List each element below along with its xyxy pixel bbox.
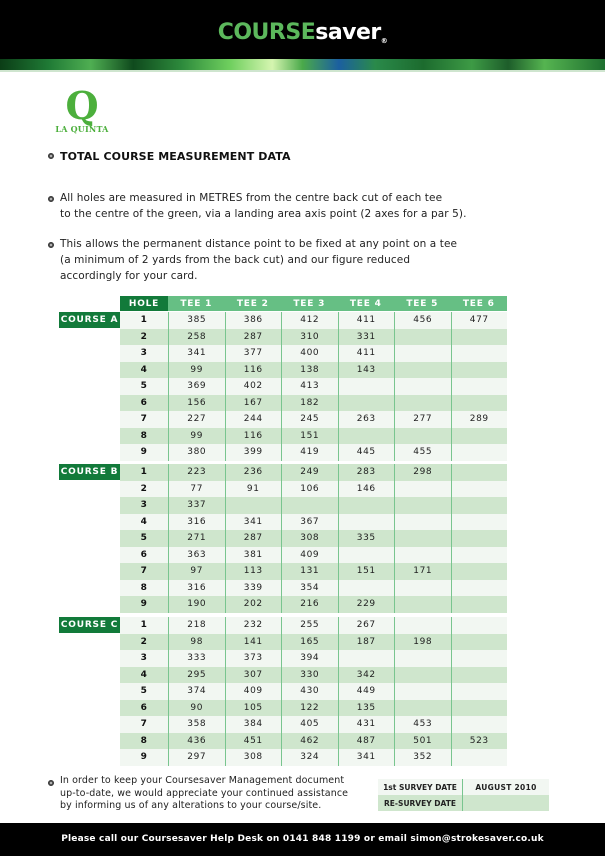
column-header-tee-2: TEE 2 [225, 296, 282, 311]
tee-distance-cell: 455 [394, 444, 451, 461]
tee-distance-cell: 402 [225, 378, 282, 395]
resurvey-label: RE-SURVEY DATE [378, 795, 463, 811]
hole-number: 6 [140, 702, 148, 713]
table-row [120, 667, 507, 684]
table-row [120, 411, 507, 428]
tee-distance-cell: 409 [225, 683, 282, 700]
hole-number: 9 [140, 599, 148, 610]
table-row [120, 329, 507, 346]
tee-distance-cell [394, 345, 451, 362]
hole-number: 8 [140, 735, 148, 746]
tee-distance-cell: 113 [225, 563, 282, 580]
tee-distance-cell: 339 [225, 580, 282, 597]
hole-number: 8 [140, 430, 148, 441]
tee-distance-cell: 287 [225, 530, 282, 547]
hole-number: 6 [140, 397, 148, 408]
tee-distance-cell [451, 716, 508, 733]
tee-distance-cell [394, 481, 451, 498]
tee-distance-cell: 143 [338, 362, 395, 379]
hole-number: 4 [140, 669, 148, 680]
resurvey-value [463, 795, 549, 811]
tee-distance-cell [338, 395, 395, 412]
tee-distance-cell [451, 700, 508, 717]
first-survey-label: 1st SURVEY DATE [378, 779, 463, 795]
tee-distance-cell: 449 [338, 683, 395, 700]
tee-distance-cell: 190 [168, 596, 225, 613]
course-label-a: COURSE A [59, 312, 120, 328]
paragraph-line: All holes are measured in METRES from the centre back cut of each tee [60, 192, 443, 204]
column-header-tee-5: TEE 5 [394, 296, 451, 311]
tee-distance-cell [451, 667, 508, 684]
tee-distance-cell [451, 395, 508, 412]
table-row [120, 444, 507, 461]
tee-distance-cell [225, 497, 282, 514]
hole-number: 4 [140, 364, 148, 375]
column-header-hole: HOLE [120, 296, 168, 311]
tee-distance-cell: 98 [168, 634, 225, 651]
tee-distance-cell: 358 [168, 716, 225, 733]
tee-distance-cell: 380 [168, 444, 225, 461]
table-row [120, 617, 507, 634]
tee-distance-cell [338, 650, 395, 667]
tee-distance-cell: 367 [281, 514, 338, 531]
tee-distance-cell: 363 [168, 547, 225, 564]
tee-distance-cell [338, 580, 395, 597]
table-row [120, 733, 507, 750]
tee-distance-cell: 341 [225, 514, 282, 531]
hole-number: 3 [140, 653, 148, 664]
hole-number: 1 [140, 467, 148, 478]
tee-distance-cell [394, 547, 451, 564]
tee-distance-cell [394, 530, 451, 547]
tee-distance-cell: 295 [168, 667, 225, 684]
paragraph-line: to the centre of the green, via a landing area axis point (2 axes for a par 5). [60, 208, 467, 220]
tee-distance-cell: 298 [394, 464, 451, 481]
tee-distance-cell [451, 547, 508, 564]
client-name: LA QUINTA [55, 124, 109, 134]
table-row [120, 700, 507, 717]
table-row [120, 514, 507, 531]
tee-distance-cell [394, 497, 451, 514]
table-row [120, 362, 507, 379]
hole-number: 1 [140, 315, 148, 326]
tee-distance-cell: 400 [281, 345, 338, 362]
logo-course-text: COURSE [217, 20, 316, 45]
column-header-tee-1: TEE 1 [168, 296, 225, 311]
tee-distance-cell: 394 [281, 650, 338, 667]
tee-distance-cell [451, 650, 508, 667]
tee-distance-cell: 431 [338, 716, 395, 733]
tee-distance-cell: 167 [225, 395, 282, 412]
tee-distance-cell: 187 [338, 634, 395, 651]
table-row [120, 428, 507, 445]
tee-distance-cell: 354 [281, 580, 338, 597]
tee-distance-cell [451, 345, 508, 362]
measurement-paragraph [60, 190, 467, 222]
table-row [120, 634, 507, 651]
tee-distance-cell: 99 [168, 362, 225, 379]
note-line: by informing us of any alterations to your course/site. [60, 800, 322, 811]
hole-number: 2 [140, 636, 148, 647]
hole-number: 3 [140, 500, 148, 511]
tee-distance-cell [338, 378, 395, 395]
tee-distance-cell: 373 [225, 650, 282, 667]
tee-distance-cell: 377 [225, 345, 282, 362]
tee-distance-cell: 342 [338, 667, 395, 684]
footer-contact: Please call our Coursesaver Help Desk on 0141 848 1199 or email simon@strokesaver.co.uk [0, 823, 605, 856]
hole-number: 5 [140, 533, 148, 544]
tee-distance-cell: 227 [168, 411, 225, 428]
tee-distance-cell: 419 [281, 444, 338, 461]
tee-distance-cell [451, 362, 508, 379]
tee-distance-cell: 399 [225, 444, 282, 461]
tee-distance-cell: 341 [168, 345, 225, 362]
header-banner [0, 0, 605, 70]
tee-distance-cell: 146 [338, 481, 395, 498]
hole-number: 4 [140, 516, 148, 527]
tee-distance-cell: 331 [338, 329, 395, 346]
tee-distance-cell: 198 [394, 634, 451, 651]
tee-distance-cell: 105 [225, 700, 282, 717]
tee-distance-cell [394, 650, 451, 667]
table-row [120, 650, 507, 667]
first-survey-row [378, 779, 549, 795]
tee-distance-cell: 409 [281, 547, 338, 564]
tee-distance-cell: 430 [281, 683, 338, 700]
table-row [120, 481, 507, 498]
table-row [120, 345, 507, 362]
tee-distance-cell [451, 464, 508, 481]
tee-distance-cell: 122 [281, 700, 338, 717]
tee-distance-cell: 337 [168, 497, 225, 514]
tee-distance-cell: 297 [168, 749, 225, 766]
tee-distance-cell: 335 [338, 530, 395, 547]
client-logo [54, 83, 110, 134]
tee-distance-cell [394, 596, 451, 613]
survey-dates-table [378, 779, 549, 811]
tee-distance-cell: 385 [168, 312, 225, 329]
banner-image-strip [0, 59, 605, 70]
bullet-icon [48, 780, 54, 786]
hole-number: 7 [140, 719, 148, 730]
table-row [120, 716, 507, 733]
tee-distance-cell: 287 [225, 329, 282, 346]
tee-distance-cell: 324 [281, 749, 338, 766]
tee-distance-cell: 462 [281, 733, 338, 750]
tee-distance-cell: 451 [225, 733, 282, 750]
tee-distance-cell: 352 [394, 749, 451, 766]
hole-number: 2 [140, 331, 148, 342]
tee-distance-cell [451, 617, 508, 634]
tee-distance-cell: 436 [168, 733, 225, 750]
tee-distance-cell: 141 [225, 634, 282, 651]
tee-distance-cell [338, 547, 395, 564]
tee-distance-cell [338, 514, 395, 531]
tee-distance-cell: 156 [168, 395, 225, 412]
table-row [120, 580, 507, 597]
tee-distance-cell: 289 [451, 411, 508, 428]
tee-distance-cell: 316 [168, 580, 225, 597]
table-row [120, 395, 507, 412]
column-header-tee-6: TEE 6 [451, 296, 508, 311]
tee-distance-cell: 216 [281, 596, 338, 613]
tee-distance-cell: 255 [281, 617, 338, 634]
tee-distance-cell: 106 [281, 481, 338, 498]
bullet-icon [48, 242, 54, 248]
tee-distance-cell [394, 428, 451, 445]
column-header-tee-4: TEE 4 [338, 296, 395, 311]
tee-distance-cell [451, 514, 508, 531]
page-title: TOTAL COURSE MEASUREMENT DATA [60, 150, 291, 163]
tee-distance-cell: 381 [225, 547, 282, 564]
tee-distance-cell: 310 [281, 329, 338, 346]
tee-distance-cell [451, 580, 508, 597]
tee-distance-cell: 151 [338, 563, 395, 580]
course-label-c: COURSE C [59, 617, 120, 633]
tee-distance-cell: 97 [168, 563, 225, 580]
tee-distance-cell: 477 [451, 312, 508, 329]
tee-distance-cell: 412 [281, 312, 338, 329]
tee-distance-cell: 411 [338, 345, 395, 362]
tee-distance-cell: 229 [338, 596, 395, 613]
tee-distance-cell [451, 530, 508, 547]
tee-distance-cell: 131 [281, 563, 338, 580]
hole-number: 8 [140, 582, 148, 593]
tee-distance-cell: 99 [168, 428, 225, 445]
tee-distance-cell: 384 [225, 716, 282, 733]
client-logo-mark: Q [65, 83, 99, 128]
tee-distance-cell [451, 596, 508, 613]
tee-distance-cell: 369 [168, 378, 225, 395]
table-row [120, 596, 507, 613]
tee-distance-cell: 386 [225, 312, 282, 329]
course-label-b: COURSE B [59, 464, 120, 480]
tee-distance-cell: 236 [225, 464, 282, 481]
tee-distance-cell: 218 [168, 617, 225, 634]
tee-distance-cell [394, 580, 451, 597]
tee-distance-cell: 182 [281, 395, 338, 412]
tee-distance-cell: 487 [338, 733, 395, 750]
tee-distance-cell [451, 481, 508, 498]
tee-distance-cell: 90 [168, 700, 225, 717]
tee-distance-cell: 165 [281, 634, 338, 651]
tee-distance-cell [451, 378, 508, 395]
tee-distance-cell: 308 [225, 749, 282, 766]
tee-distance-cell [451, 683, 508, 700]
banner-divider [0, 70, 605, 72]
tee-distance-cell: 411 [338, 312, 395, 329]
table-row [120, 547, 507, 564]
tee-distance-cell: 307 [225, 667, 282, 684]
tee-distance-cell [451, 563, 508, 580]
tee-distance-cell: 413 [281, 378, 338, 395]
tee-distance-cell: 138 [281, 362, 338, 379]
tee-distance-cell: 283 [338, 464, 395, 481]
tee-distance-cell: 271 [168, 530, 225, 547]
note-line: In order to keep your Coursesaver Management document [60, 775, 345, 786]
tee-distance-cell [338, 497, 395, 514]
tee-distance-cell: 501 [394, 733, 451, 750]
tee-distance-cell [338, 428, 395, 445]
tee-distance-cell: 249 [281, 464, 338, 481]
tee-distance-cell: 116 [225, 428, 282, 445]
tee-distance-cell [451, 749, 508, 766]
tee-distance-cell: 405 [281, 716, 338, 733]
paragraph-line: (a minimum of 2 yards from the back cut) and our figure reduced [60, 254, 411, 266]
tee-distance-cell [451, 444, 508, 461]
table-row [120, 749, 507, 766]
tee-distance-cell: 202 [225, 596, 282, 613]
tee-distance-cell: 277 [394, 411, 451, 428]
tee-distance-cell: 308 [281, 530, 338, 547]
tee-distance-cell [394, 700, 451, 717]
hole-number: 2 [140, 483, 148, 494]
tee-distance-cell: 263 [338, 411, 395, 428]
hole-number: 6 [140, 549, 148, 560]
tee-distance-cell: 244 [225, 411, 282, 428]
hole-number: 9 [140, 447, 148, 458]
tee-distance-cell [281, 497, 338, 514]
hole-number: 7 [140, 414, 148, 425]
table-row [120, 683, 507, 700]
logo-saver-text: saver [315, 20, 381, 45]
tee-distance-cell [451, 634, 508, 651]
distance-point-paragraph [60, 236, 457, 284]
tee-distance-cell [394, 395, 451, 412]
tee-distance-cell [394, 667, 451, 684]
tee-distance-cell [394, 378, 451, 395]
tee-distance-cell: 171 [394, 563, 451, 580]
table-row [120, 464, 507, 481]
hole-number: 7 [140, 566, 148, 577]
tee-distance-cell: 453 [394, 716, 451, 733]
tee-distance-cell: 456 [394, 312, 451, 329]
tee-distance-cell: 116 [225, 362, 282, 379]
tee-distance-cell: 330 [281, 667, 338, 684]
tee-distance-cell [394, 683, 451, 700]
bullet-icon [48, 196, 54, 202]
column-header-tee-3: TEE 3 [281, 296, 338, 311]
coursesaver-logo [0, 20, 605, 45]
tee-distance-cell: 333 [168, 650, 225, 667]
tee-distance-cell [451, 329, 508, 346]
registered-mark: ® [380, 37, 388, 45]
table-row [120, 563, 507, 580]
hole-number: 5 [140, 686, 148, 697]
tee-distance-cell: 267 [338, 617, 395, 634]
tee-distance-cell: 445 [338, 444, 395, 461]
first-survey-value: AUGUST 2010 [475, 782, 537, 792]
tee-distance-cell: 232 [225, 617, 282, 634]
table-row [120, 378, 507, 395]
tee-distance-cell: 91 [225, 481, 282, 498]
tee-distance-cell: 77 [168, 481, 225, 498]
tee-distance-cell [451, 497, 508, 514]
hole-number: 5 [140, 381, 148, 392]
hole-number: 9 [140, 752, 148, 763]
note-line: up-to-date, we would appreciate your continued assistance [60, 787, 349, 799]
tee-distance-cell [394, 329, 451, 346]
paragraph-line: This allows the permanent distance point to be fixed at any point on a tee [60, 238, 458, 250]
bullet-icon [48, 153, 54, 159]
tee-distance-cell: 523 [451, 733, 508, 750]
hole-number: 1 [140, 620, 148, 631]
table-row [120, 497, 507, 514]
tee-distance-cell: 245 [281, 411, 338, 428]
table-row [120, 530, 507, 547]
tee-distance-cell [394, 362, 451, 379]
tee-distance-cell [394, 617, 451, 634]
update-note [60, 775, 348, 813]
tee-distance-cell: 316 [168, 514, 225, 531]
hole-number: 3 [140, 348, 148, 359]
tee-distance-cell [451, 428, 508, 445]
tee-distance-cell [394, 514, 451, 531]
resurvey-row [378, 795, 549, 811]
tee-distance-cell: 223 [168, 464, 225, 481]
tee-distance-cell: 258 [168, 329, 225, 346]
tee-distance-cell: 135 [338, 700, 395, 717]
tee-distance-cell: 151 [281, 428, 338, 445]
table-row [120, 312, 507, 329]
tee-distance-cell: 341 [338, 749, 395, 766]
tee-distance-cell: 374 [168, 683, 225, 700]
paragraph-line: accordingly for your card. [60, 270, 198, 282]
